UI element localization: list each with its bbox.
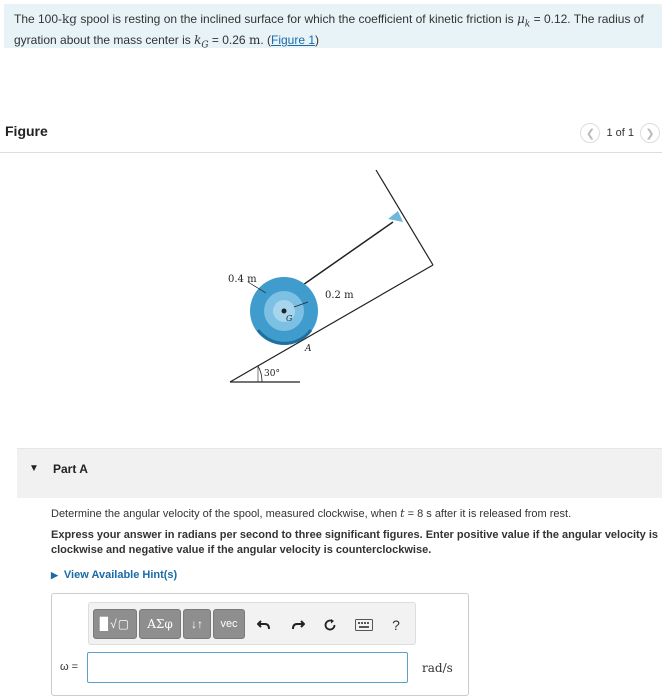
math-toolbar [88, 602, 416, 645]
templates-button[interactable]: ▉√▢ [93, 609, 137, 639]
figure-link[interactable]: Figure 1 [271, 33, 316, 48]
caret-down-icon[interactable]: ▼ [29, 463, 39, 474]
problem-text: = 0.12. The radius of gyration about the mass center is [14, 12, 644, 48]
inner-radius-label: 0.2 m [325, 290, 354, 301]
arrows-button[interactable]: ↓↑ [183, 609, 211, 639]
cord [300, 222, 393, 287]
mu-subscript: k [524, 19, 531, 30]
problem-text: The 100- [14, 12, 63, 26]
reset-icon[interactable] [319, 615, 341, 635]
caret-right-icon: ▶ [51, 570, 58, 580]
k-subscript: G [201, 40, 209, 51]
redo-icon[interactable] [287, 615, 309, 635]
problem-text: = 0.26 [208, 33, 249, 48]
problem-text: spool is resting on the inclined surface for which the coefficient of kinetic friction is [76, 12, 517, 26]
undo-icon[interactable] [253, 615, 275, 635]
figure-title: Figure [5, 123, 48, 139]
vector-button[interactable]: vec [213, 609, 245, 639]
problem-text: ) [315, 33, 320, 48]
answer-panel [51, 593, 469, 696]
length-unit: m [248, 33, 261, 48]
mass-center-dot [282, 309, 287, 314]
center-label: G [286, 314, 293, 323]
spool-diagram [220, 165, 450, 395]
question-part: Determine the angular velocity of the spool, measured clockwise, when [51, 508, 401, 520]
answer-input[interactable] [87, 652, 408, 683]
pager-text: 1 of 1 [606, 127, 634, 139]
wall-line [376, 170, 433, 265]
hints-label: View Available Hint(s) [63, 569, 178, 581]
figure-header [0, 118, 662, 153]
greek-symbols-button[interactable]: ΑΣφ [139, 609, 181, 639]
mu-symbol: μ [516, 12, 525, 26]
part-a-header[interactable] [17, 448, 662, 498]
contact-point-label: A [305, 344, 312, 354]
angle-label: 30° [264, 369, 280, 379]
mass-unit: kg [62, 12, 77, 26]
cord-knot [388, 211, 403, 222]
keyboard-icon[interactable] [353, 615, 375, 635]
answer-unit: rad/s [422, 661, 453, 675]
help-button[interactable]: ? [392, 617, 400, 633]
problem-text: . ( [260, 33, 272, 48]
k-symbol: k [194, 33, 202, 48]
question-text [51, 507, 571, 520]
part-a-label: Part A [53, 462, 88, 476]
outer-radius-label: 0.4 m [228, 274, 257, 285]
time-variable: t [400, 507, 405, 520]
answer-instructions: Express your answer in radians per second to three significant figures. Enter positive value if the angular velocity is clockwise and negative value if the angular velocity is counterclockwise. [51, 529, 659, 556]
answer-label: ω = [60, 661, 79, 673]
figure-pager [580, 123, 660, 143]
view-hints-link[interactable] [51, 569, 177, 581]
problem-statement [4, 4, 662, 51]
chevron-left-icon[interactable]: ❮ [580, 123, 600, 143]
chevron-right-icon[interactable]: ❯ [640, 123, 660, 143]
question-part: = 8 s after it is released from rest. [404, 508, 572, 520]
angle-arc [258, 366, 262, 382]
